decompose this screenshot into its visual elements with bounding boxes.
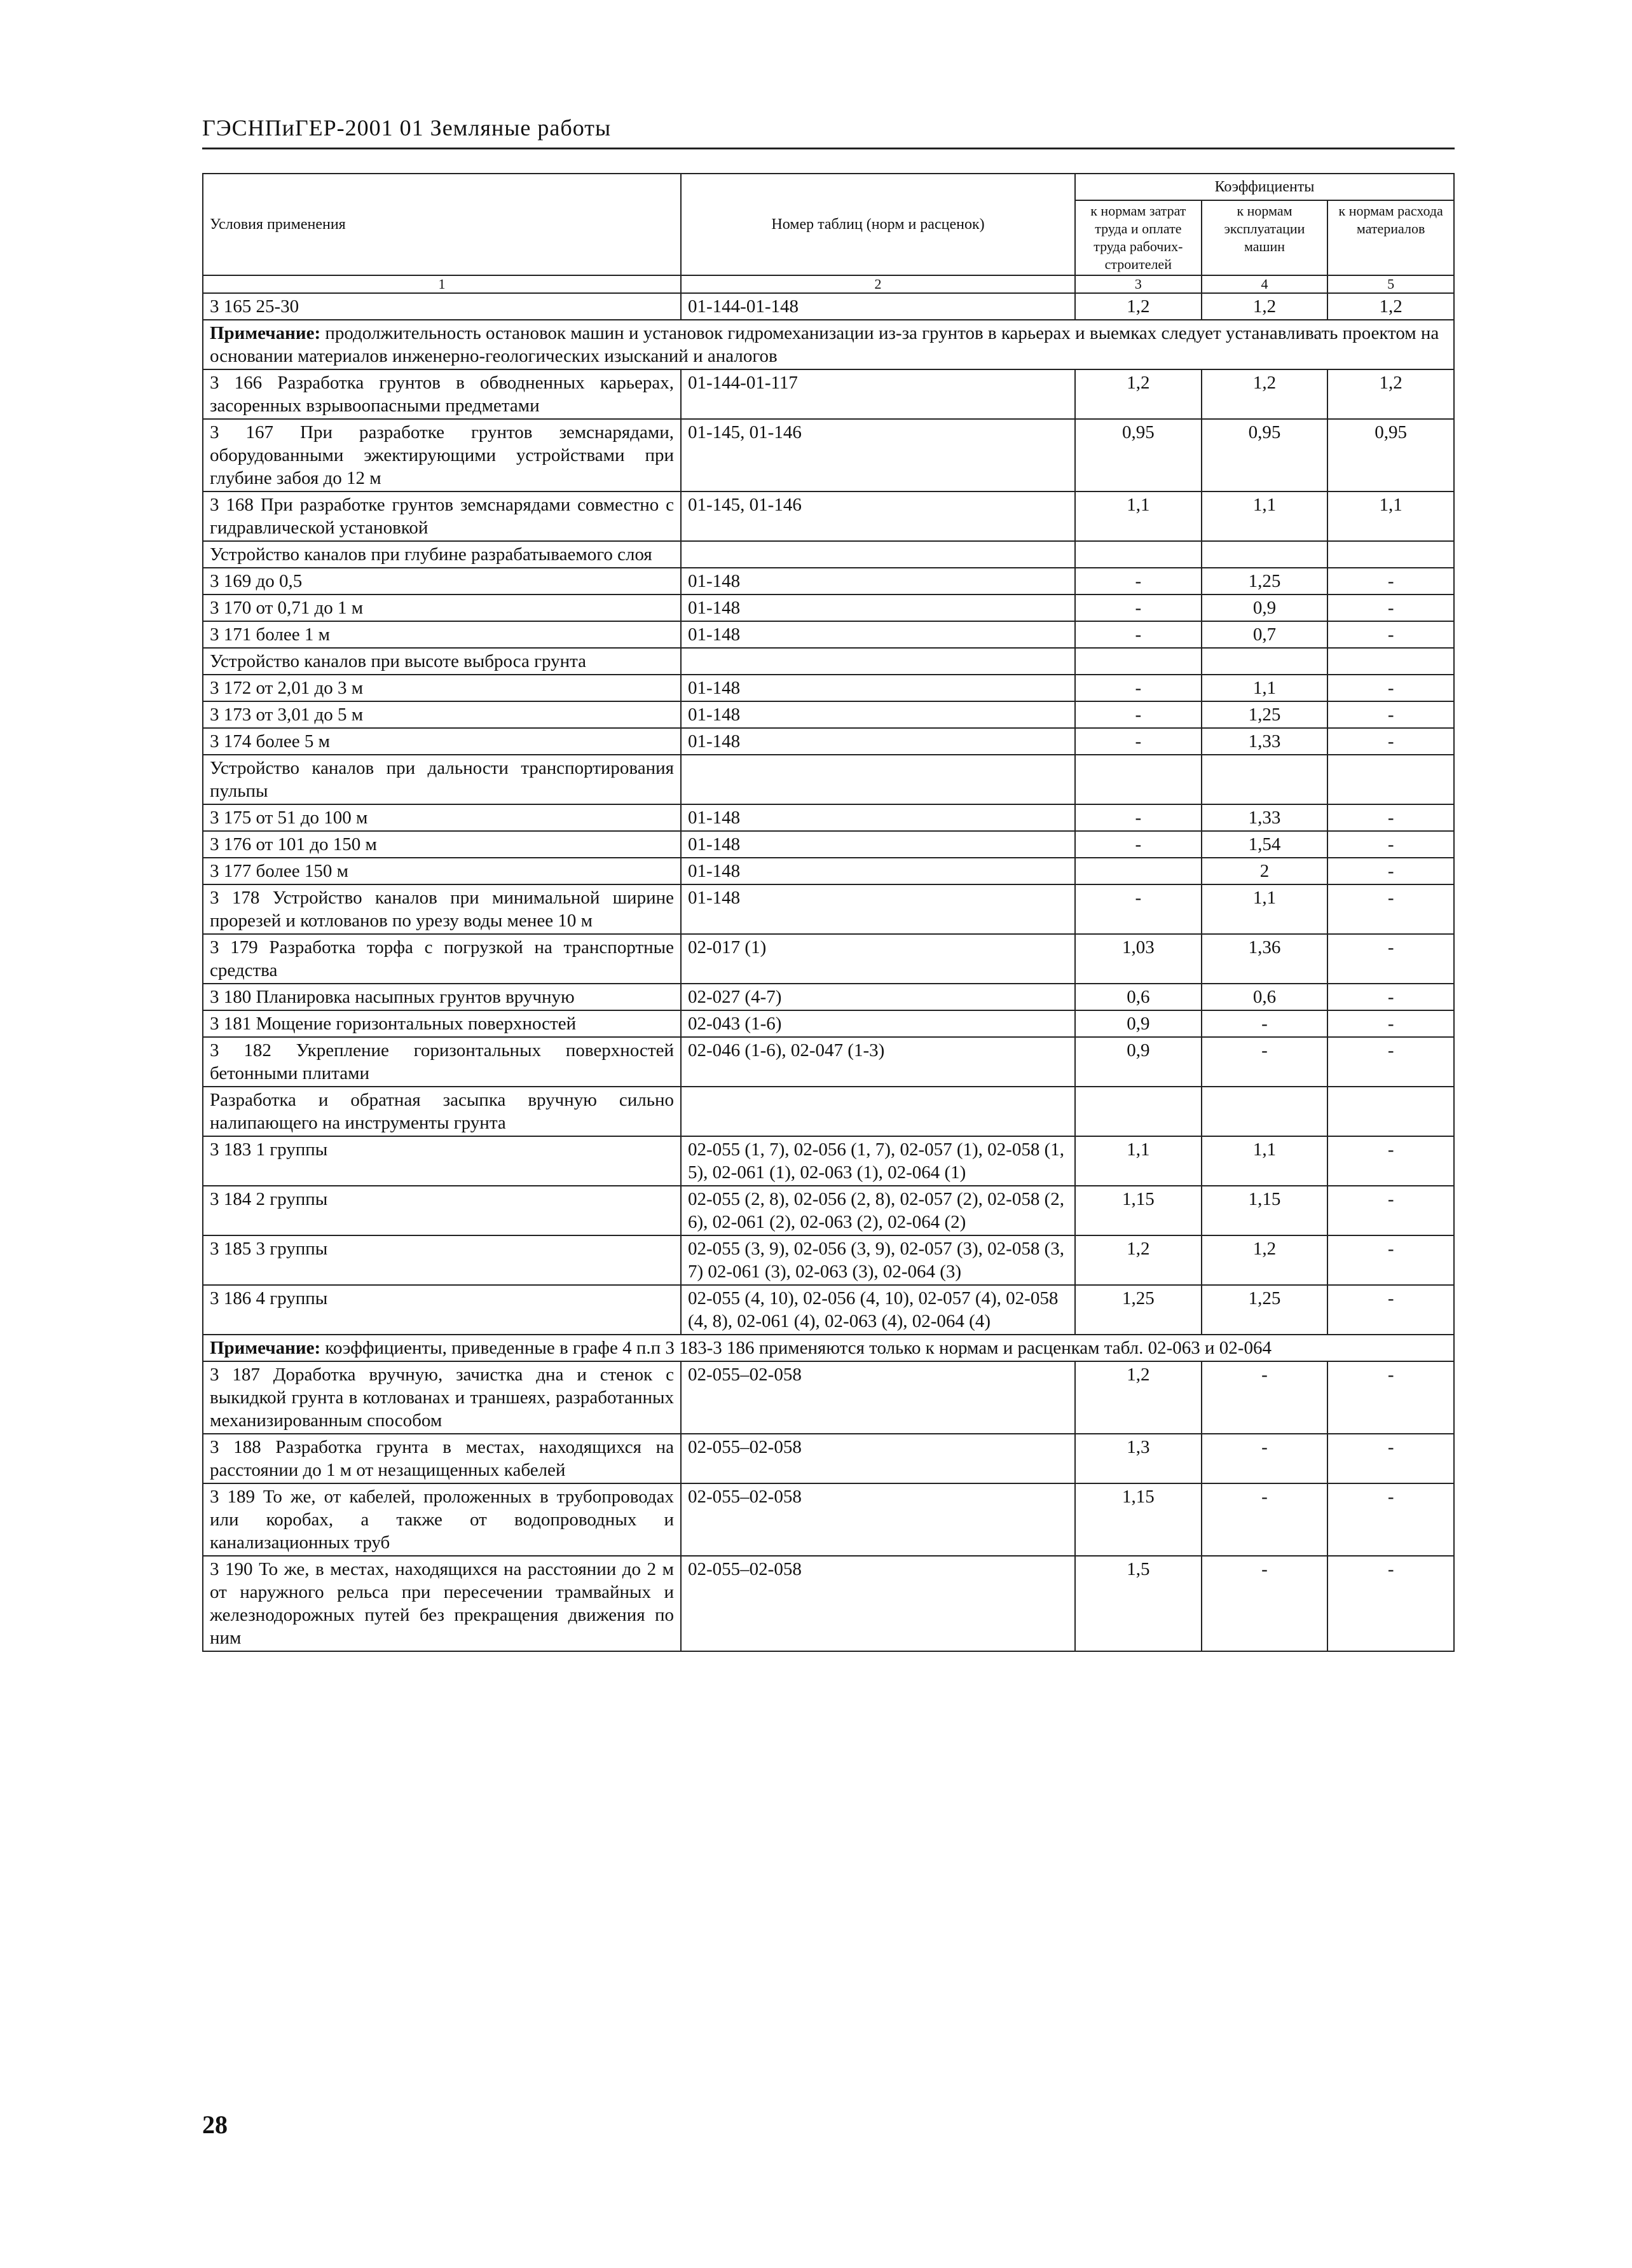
- labor-coef-cell: 1,5: [1075, 1556, 1202, 1651]
- machine-coef-cell: 1,36: [1202, 934, 1328, 984]
- table-number-cell: 02-055 (2, 8), 02-056 (2, 8), 02-057 (2), 02-058 (2, 6), 02-061 (2), 02-063 (2), 02-064 (2): [681, 1186, 1075, 1235]
- table-row: [203, 831, 1454, 858]
- table-row: [203, 984, 1454, 1010]
- table-row: [203, 1235, 1454, 1285]
- labor-coef-cell: 1,03: [1075, 934, 1202, 984]
- condition-cell: 3 190 То же, в местах, находящихся на расстоянии до 2 м от наружного рельса при пересечении трамвайных и железнодорожных путей без прекращения движения по ним: [203, 1556, 681, 1651]
- material-coef-cell: [1327, 648, 1454, 675]
- material-coef-cell: 1,2: [1327, 293, 1454, 320]
- material-coef-cell: -: [1327, 1361, 1454, 1434]
- material-coef-cell: -: [1327, 701, 1454, 728]
- table-row: [203, 541, 1454, 568]
- table-number-cell: 01-148: [681, 675, 1075, 701]
- labor-coef-cell: -: [1075, 621, 1202, 648]
- machine-coef-cell: 2: [1202, 858, 1328, 884]
- col-header-table-numbers: Номер таблиц (норм и расценок): [681, 174, 1075, 275]
- labor-coef-cell: 1,25: [1075, 1285, 1202, 1335]
- note-text: продолжительность остановок машин и установок гидромеханизации из-за грунтов в карьерах и выемках следует устанавливать проектом на основании материалов инженерно-геологических изысканий и аналогов: [210, 323, 1439, 366]
- table-row: [203, 804, 1454, 831]
- table-number-cell: 02-055–02-058: [681, 1556, 1075, 1651]
- labor-coef-cell: 1,2: [1075, 293, 1202, 320]
- material-coef-cell: 0,95: [1327, 419, 1454, 491]
- machine-coef-cell: 1,25: [1202, 701, 1328, 728]
- table-row: [203, 858, 1454, 884]
- table-number-cell: 01-148: [681, 884, 1075, 934]
- machine-coef-cell: 1,1: [1202, 675, 1328, 701]
- table-number-cell: 02-046 (1-6), 02-047 (1-3): [681, 1037, 1075, 1087]
- labor-coef-cell: 1,2: [1075, 1361, 1202, 1434]
- col-num-4: 4: [1202, 275, 1328, 293]
- labor-coef-cell: 1,2: [1075, 369, 1202, 419]
- condition-cell: 3 188 Разработка грунта в местах, находящихся на расстоянии до 1 м от незащищенных кабелей: [203, 1434, 681, 1483]
- col-num-1: 1: [203, 275, 681, 293]
- table-number-cell: [681, 648, 1075, 675]
- table-row: [203, 755, 1454, 804]
- table-row: [203, 369, 1454, 419]
- labor-coef-cell: -: [1075, 884, 1202, 934]
- material-coef-cell: -: [1327, 1556, 1454, 1651]
- labor-coef-cell: -: [1075, 568, 1202, 594]
- material-coef-cell: 1,2: [1327, 369, 1454, 419]
- table-number-cell: [681, 1087, 1075, 1136]
- condition-cell: 3 170 от 0,71 до 1 м: [203, 594, 681, 621]
- labor-coef-cell: 1,3: [1075, 1434, 1202, 1483]
- machine-coef-cell: 1,25: [1202, 1285, 1328, 1335]
- table-row: [203, 1010, 1454, 1037]
- machine-coef-cell: 0,7: [1202, 621, 1328, 648]
- table-number-cell: 02-055 (3, 9), 02-056 (3, 9), 02-057 (3), 02-058 (3, 7) 02-061 (3), 02-063 (3), 02-064 (3): [681, 1235, 1075, 1285]
- condition-cell: 3 167 При разработке грунтов земснарядами, оборудованными эжектирующими устройствами при глубине забоя до 12 м: [203, 419, 681, 491]
- labor-coef-cell: [1075, 1087, 1202, 1136]
- labor-coef-cell: 0,9: [1075, 1037, 1202, 1087]
- material-coef-cell: -: [1327, 804, 1454, 831]
- labor-coef-cell: 1,1: [1075, 491, 1202, 541]
- machine-coef-cell: 1,2: [1202, 293, 1328, 320]
- table-row: [203, 1285, 1454, 1335]
- condition-cell: 3 166 Разработка грунтов в обводненных карьерах, засоренных взрывоопасными предметами: [203, 369, 681, 419]
- machine-coef-cell: -: [1202, 1483, 1328, 1556]
- machine-coef-cell: 1,33: [1202, 728, 1328, 755]
- table-number-cell: 02-027 (4-7): [681, 984, 1075, 1010]
- table-number-cell: 01-145, 01-146: [681, 491, 1075, 541]
- table-number-cell: 01-148: [681, 728, 1075, 755]
- table-number-cell: [681, 755, 1075, 804]
- machine-coef-cell: 1,15: [1202, 1186, 1328, 1235]
- labor-coef-cell: 1,1: [1075, 1136, 1202, 1186]
- condition-cell: Устройство каналов при глубине разрабатываемого слоя: [203, 541, 681, 568]
- col-header-machines: к нормам эксплуатации машин: [1202, 200, 1328, 275]
- machine-coef-cell: 1,54: [1202, 831, 1328, 858]
- machine-coef-cell: 1,2: [1202, 369, 1328, 419]
- material-coef-cell: -: [1327, 1483, 1454, 1556]
- material-coef-cell: -: [1327, 1285, 1454, 1335]
- machine-coef-cell: 1,25: [1202, 568, 1328, 594]
- table-number-cell: 02-055 (1, 7), 02-056 (1, 7), 02-057 (1), 02-058 (1, 5), 02-061 (1), 02-063 (1), 02-064 (1): [681, 1136, 1075, 1186]
- condition-cell: 3 187 Доработка вручную, зачистка дна и стенок с выкидкой грунта в котлованах и траншеях, разработанных механизированным способом: [203, 1361, 681, 1434]
- condition-cell: 3 172 от 2,01 до 3 м: [203, 675, 681, 701]
- labor-coef-cell: -: [1075, 831, 1202, 858]
- machine-coef-cell: [1202, 755, 1328, 804]
- note-cell: [203, 320, 1454, 369]
- labor-coef-cell: 1,15: [1075, 1186, 1202, 1235]
- condition-cell: 3 184 2 группы: [203, 1186, 681, 1235]
- condition-cell: 3 176 от 101 до 150 м: [203, 831, 681, 858]
- note-row: [203, 320, 1454, 369]
- col-header-labor: к нормам затрат труда и оплате труда рабочих-строителей: [1075, 200, 1202, 275]
- table-number-cell: 01-148: [681, 831, 1075, 858]
- note-text: коэффициенты, приведенные в графе 4 п.п 3 183-3 186 применяются только к нормам и расценкам табл. 02-063 и 02-064: [320, 1338, 1272, 1358]
- table-number-cell: 01-148: [681, 568, 1075, 594]
- labor-coef-cell: [1075, 755, 1202, 804]
- table-row: [203, 594, 1454, 621]
- machine-coef-cell: 1,1: [1202, 491, 1328, 541]
- labor-coef-cell: -: [1075, 728, 1202, 755]
- condition-cell: 3 173 от 3,01 до 5 м: [203, 701, 681, 728]
- condition-cell: 3 177 более 150 м: [203, 858, 681, 884]
- labor-coef-cell: -: [1075, 804, 1202, 831]
- page-number: 28: [202, 2110, 228, 2139]
- table-number-cell: 02-043 (1-6): [681, 1010, 1075, 1037]
- condition-cell: 3 186 4 группы: [203, 1285, 681, 1335]
- material-coef-cell: 1,1: [1327, 491, 1454, 541]
- table-row: [203, 1434, 1454, 1483]
- machine-coef-cell: -: [1202, 1037, 1328, 1087]
- note-row: [203, 1335, 1454, 1361]
- table-row: [203, 419, 1454, 491]
- running-header: [202, 114, 1455, 149]
- material-coef-cell: -: [1327, 831, 1454, 858]
- material-coef-cell: [1327, 1087, 1454, 1136]
- table-number-cell: 01-148: [681, 804, 1075, 831]
- column-number-row: [203, 275, 1454, 293]
- table-header-row: [203, 174, 1454, 200]
- table-row: [203, 1186, 1454, 1235]
- condition-cell: 3 183 1 группы: [203, 1136, 681, 1186]
- material-coef-cell: -: [1327, 1010, 1454, 1037]
- material-coef-cell: -: [1327, 594, 1454, 621]
- note-label: Примечание:: [210, 323, 321, 343]
- condition-cell: 3 171 более 1 м: [203, 621, 681, 648]
- labor-coef-cell: -: [1075, 594, 1202, 621]
- col-num-5: 5: [1327, 275, 1454, 293]
- labor-coef-cell: 0,95: [1075, 419, 1202, 491]
- machine-coef-cell: 1,33: [1202, 804, 1328, 831]
- machine-coef-cell: -: [1202, 1434, 1328, 1483]
- condition-cell: 3 168 При разработке грунтов земснарядами совместно с гидравлической установкой: [203, 491, 681, 541]
- material-coef-cell: -: [1327, 858, 1454, 884]
- machine-coef-cell: -: [1202, 1010, 1328, 1037]
- material-coef-cell: -: [1327, 1434, 1454, 1483]
- labor-coef-cell: [1075, 858, 1202, 884]
- table-row: [203, 621, 1454, 648]
- table-row: [203, 1037, 1454, 1087]
- table-row: [203, 1361, 1454, 1434]
- table-number-cell: 01-144-01-148: [681, 293, 1075, 320]
- note-label: Примечание:: [210, 1338, 321, 1358]
- table-number-cell: 02-055–02-058: [681, 1434, 1075, 1483]
- condition-cell: 3 175 от 51 до 100 м: [203, 804, 681, 831]
- material-coef-cell: -: [1327, 1037, 1454, 1087]
- table-row: [203, 1087, 1454, 1136]
- col-num-3: 3: [1075, 275, 1202, 293]
- condition-cell: Устройство каналов при дальности транспортирования пульпы: [203, 755, 681, 804]
- condition-cell: 3 182 Укрепление горизонтальных поверхностей бетонными плитами: [203, 1037, 681, 1087]
- labor-coef-cell: 1,15: [1075, 1483, 1202, 1556]
- labor-coef-cell: [1075, 541, 1202, 568]
- table-number-cell: 02-055–02-058: [681, 1483, 1075, 1556]
- material-coef-cell: -: [1327, 675, 1454, 701]
- machine-coef-cell: 0,95: [1202, 419, 1328, 491]
- condition-cell: 3 180 Планировка насыпных грунтов вручную: [203, 984, 681, 1010]
- machine-coef-cell: [1202, 1087, 1328, 1136]
- table-row: [203, 934, 1454, 984]
- material-coef-cell: -: [1327, 621, 1454, 648]
- coefficients-table: [202, 173, 1455, 1652]
- table-number-cell: 01-148: [681, 701, 1075, 728]
- labor-coef-cell: 0,6: [1075, 984, 1202, 1010]
- table-number-cell: 01-145, 01-146: [681, 419, 1075, 491]
- table-number-cell: [681, 541, 1075, 568]
- machine-coef-cell: -: [1202, 1556, 1328, 1651]
- machine-coef-cell: 1,2: [1202, 1235, 1328, 1285]
- table-number-cell: 02-055–02-058: [681, 1361, 1075, 1434]
- table-row: [203, 491, 1454, 541]
- material-coef-cell: -: [1327, 1136, 1454, 1186]
- table-row: [203, 1483, 1454, 1556]
- machine-coef-cell: -: [1202, 1361, 1328, 1434]
- col-header-materials: к нормам расхода материалов: [1327, 200, 1454, 275]
- table-row: [203, 675, 1454, 701]
- condition-cell: 3 179 Разработка торфа с погрузкой на транспортные средства: [203, 934, 681, 984]
- material-coef-cell: -: [1327, 934, 1454, 984]
- table-number-cell: 01-148: [681, 594, 1075, 621]
- table-number-cell: 01-148: [681, 858, 1075, 884]
- machine-coef-cell: [1202, 541, 1328, 568]
- labor-coef-cell: [1075, 648, 1202, 675]
- material-coef-cell: -: [1327, 984, 1454, 1010]
- machine-coef-cell: [1202, 648, 1328, 675]
- condition-cell: 3 178 Устройство каналов при минимальной ширине прорезей и котлованов по урезу воды менее 10 м: [203, 884, 681, 934]
- material-coef-cell: [1327, 541, 1454, 568]
- machine-coef-cell: 0,6: [1202, 984, 1328, 1010]
- condition-cell: 3 174 более 5 м: [203, 728, 681, 755]
- table-row: [203, 648, 1454, 675]
- table-number-cell: 02-017 (1): [681, 934, 1075, 984]
- header-title: ГЭСНПиГЕР-2001 01 Земляные работы: [202, 115, 612, 141]
- table-row: [203, 568, 1454, 594]
- material-coef-cell: -: [1327, 884, 1454, 934]
- condition-cell: 3 185 3 группы: [203, 1235, 681, 1285]
- condition-cell: 3 169 до 0,5: [203, 568, 681, 594]
- table-number-cell: 01-144-01-117: [681, 369, 1075, 419]
- table-number-cell: 01-148: [681, 621, 1075, 648]
- material-coef-cell: -: [1327, 1235, 1454, 1285]
- labor-coef-cell: 1,2: [1075, 1235, 1202, 1285]
- machine-coef-cell: 1,1: [1202, 884, 1328, 934]
- machine-coef-cell: 1,1: [1202, 1136, 1328, 1186]
- labor-coef-cell: -: [1075, 701, 1202, 728]
- labor-coef-cell: -: [1075, 675, 1202, 701]
- table-row: [203, 701, 1454, 728]
- material-coef-cell: -: [1327, 568, 1454, 594]
- table-row: [203, 1136, 1454, 1186]
- col-header-coefficients: Коэффициенты: [1075, 174, 1454, 200]
- material-coef-cell: [1327, 755, 1454, 804]
- col-num-2: 2: [681, 275, 1075, 293]
- material-coef-cell: -: [1327, 1186, 1454, 1235]
- table-row: [203, 293, 1454, 320]
- machine-coef-cell: 0,9: [1202, 594, 1328, 621]
- condition-cell: Устройство каналов при высоте выброса грунта: [203, 648, 681, 675]
- table-number-cell: 02-055 (4, 10), 02-056 (4, 10), 02-057 (4), 02-058 (4, 8), 02-061 (4), 02-063 (4), 02-064 (4): [681, 1285, 1075, 1335]
- note-cell: [203, 1335, 1454, 1361]
- table-row: [203, 1556, 1454, 1651]
- condition-cell: Разработка и обратная засыпка вручную сильно налипающего на инструменты грунта: [203, 1087, 681, 1136]
- condition-cell: 3 189 То же, от кабелей, проложенных в трубопроводах или коробах, а также от водопроводных и канализационных труб: [203, 1483, 681, 1556]
- condition-cell: 3 181 Мощение горизонтальных поверхностей: [203, 1010, 681, 1037]
- labor-coef-cell: 0,9: [1075, 1010, 1202, 1037]
- table-row: [203, 884, 1454, 934]
- table-row: [203, 728, 1454, 755]
- col-header-conditions: Условия применения: [203, 174, 681, 275]
- condition-cell: 3 165 25-30: [203, 293, 681, 320]
- material-coef-cell: -: [1327, 728, 1454, 755]
